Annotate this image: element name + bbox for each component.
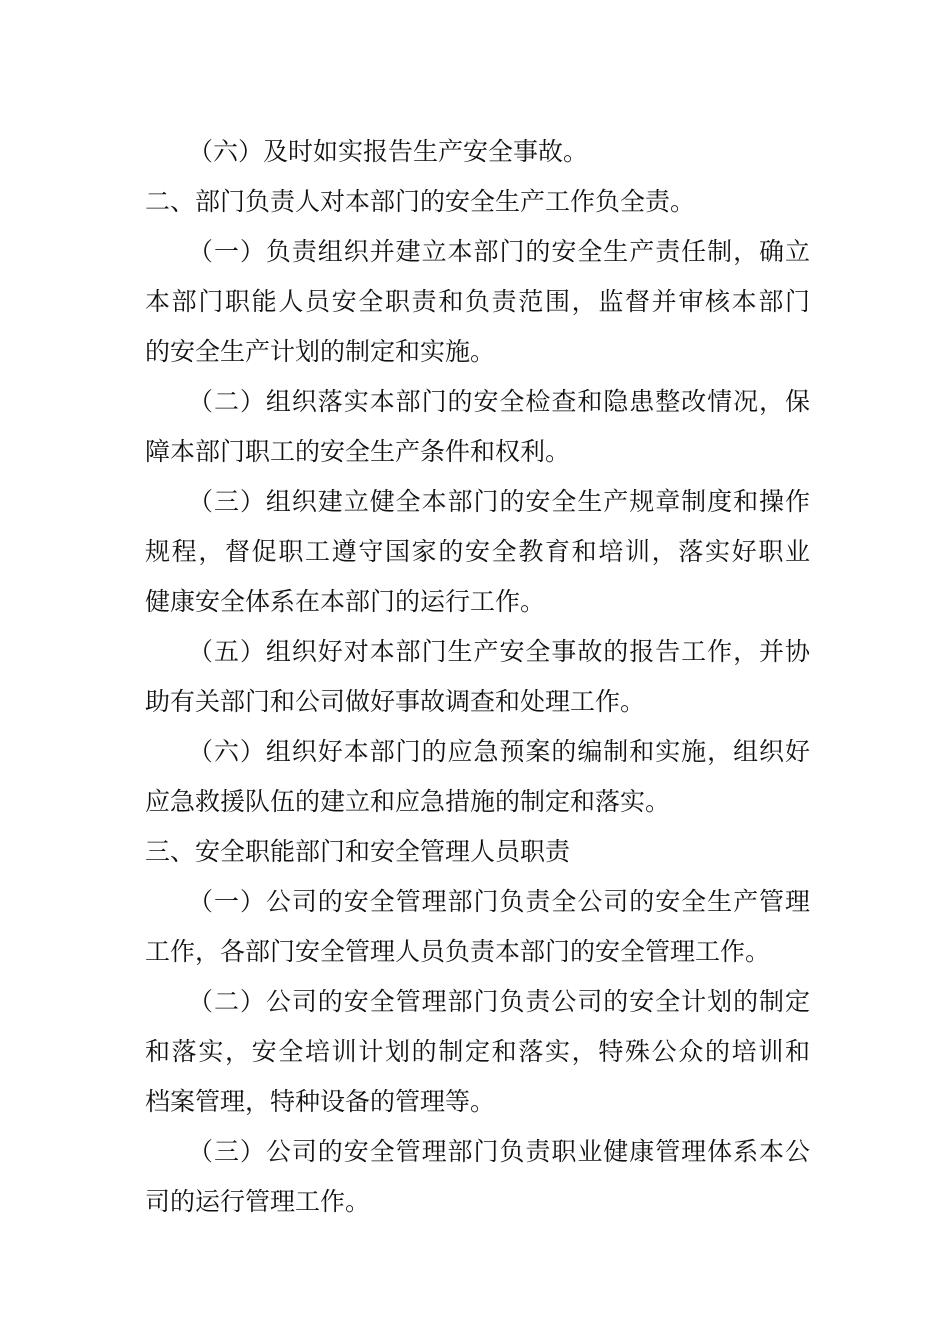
paragraph-line: （六）及时如实报告生产安全事故。: [188, 137, 589, 166]
paragraph-line: 应急救援队伍的建立和应急措施的制定和落实。: [145, 787, 671, 816]
paragraph-line: 工作，各部门安全管理人员负责本部门的安全管理工作。: [145, 937, 771, 966]
section-heading: 二、部门负责人对本部门的安全生产工作负全责。: [145, 187, 696, 216]
paragraph-line: 档案管理，特种设备的管理等。: [145, 1087, 496, 1116]
paragraph-line: （二）公司的安全管理部门负责公司的安全计划的制定: [188, 987, 810, 1016]
paragraph-line: 障本部门职工的安全生产条件和权利。: [145, 437, 571, 466]
paragraph-line: （一）负责组织并建立本部门的安全生产责任制，确立: [188, 237, 810, 266]
paragraph-line: 司的运行管理工作。: [145, 1187, 371, 1216]
section-heading: 三、安全职能部门和安全管理人员职责: [145, 837, 571, 866]
paragraph-line: （六）组织好本部门的应急预案的编制和实施，组织好: [188, 737, 810, 766]
paragraph-line: 健康安全体系在本部门的运行工作。: [145, 587, 546, 616]
paragraph-line: 和落实，安全培训计划的制定和落实，特殊公众的培训和: [145, 1037, 810, 1066]
paragraph-line: 规程，督促职工遵守国家的安全教育和培训，落实好职业: [145, 537, 810, 566]
paragraph-line: 的安全生产计划的制定和实施。: [145, 337, 496, 366]
paragraph-line: （五）组织好对本部门生产安全事故的报告工作，并协: [188, 637, 810, 666]
paragraph-line: （二）组织落实本部门的安全检查和隐患整改情况，保: [188, 387, 810, 416]
paragraph-line: （一）公司的安全管理部门负责全公司的安全生产管理: [188, 887, 810, 916]
paragraph-line: 助有关部门和公司做好事故调查和处理工作。: [145, 687, 646, 716]
paragraph-line: 本部门职能人员安全职责和负责范围，监督并审核本部门: [145, 287, 810, 316]
paragraph-line: （三）组织建立健全本部门的安全生产规章制度和操作: [188, 487, 810, 516]
paragraph-line: （三）公司的安全管理部门负责职业健康管理体系本公: [188, 1137, 810, 1166]
